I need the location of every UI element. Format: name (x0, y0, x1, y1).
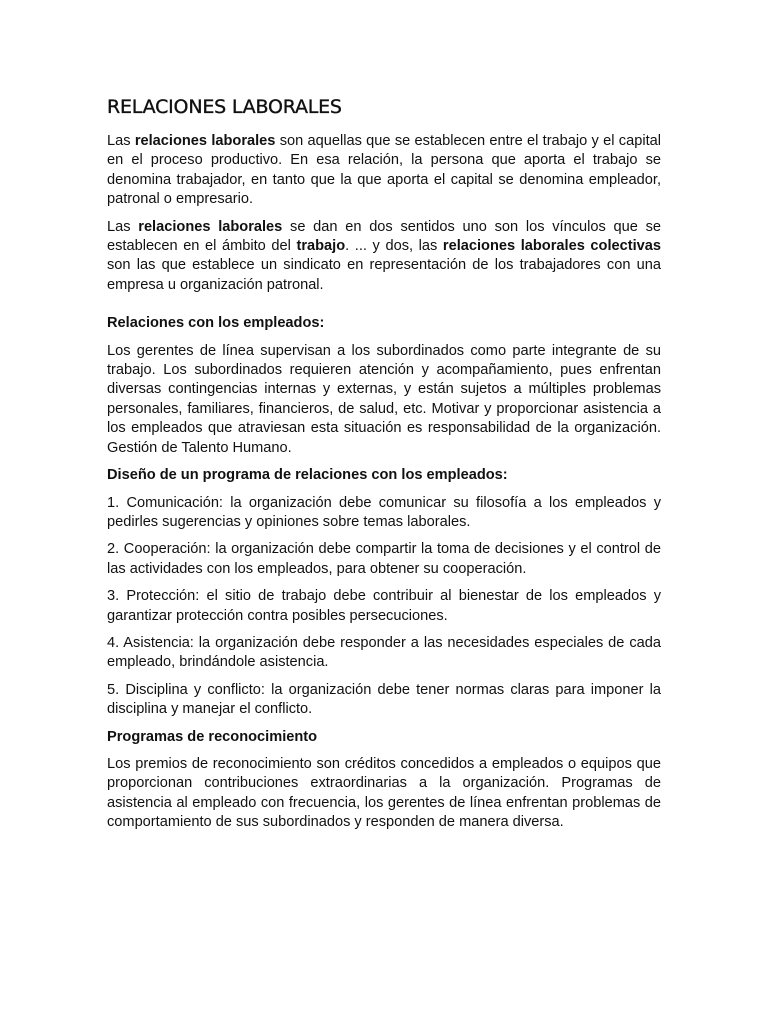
section3-heading: Programas de reconocimiento (107, 728, 318, 745)
list-item-3: 3. Protección: el sitio de trabajo debe contribuir al bienestar de los empleados y garantizar protección contra posibles persecuciones. (107, 588, 661, 624)
list-item-5: 5. Disciplina y conflicto: la organización debe tener normas claras para imponer la disciplina y manejar el conflicto. (107, 681, 661, 718)
intro2-mid-2: . ... y dos, las (345, 238, 438, 255)
list-item-4: 4. Asistencia: la organización debe responder a las necesidades especiales de cada empleado, brindándole asistencia. (107, 634, 661, 671)
intro-paragraph-1 (107, 132, 661, 210)
intro1-pre: Las (107, 133, 131, 149)
intro1-bold: relaciones laborales (134, 133, 276, 149)
intro1-post: son aquellas que se establecen entre el trabajo y el capital en el proceso productivo. En esa relación, la persona que aporta el trabajo se denomina trabajador, en tanto que la que aporta el capital se denomina empleador, patronal o empresario. (107, 133, 661, 208)
section1-heading: Relaciones con los empleados: (107, 315, 325, 332)
intro2-bold-2: trabajo (296, 238, 346, 255)
document-title: RELACIONES LABORALES (107, 96, 342, 118)
section3-body: Los premios de reconocimiento son créditos concedidos a empleados o equipos que proporcionan contribuciones extraordinarias a la organización. Programas de asistencia al empleado con frecuencia, los gerentes de línea enfrentan problemas de comportamiento de sus subordinados y responden de manera diversa. (107, 755, 661, 831)
intro2-mid-1: se dan en dos sentidos uno son los vínculos que se establecen en el ámbito del (107, 218, 661, 255)
intro2-bold-3: relaciones laborales colectivas (442, 238, 661, 255)
list-item-1: 1. Comunicación: la organización debe comunicar su filosofía a los empleados y pedirles sugerencias y opiniones sobre temas laborales. (107, 494, 661, 530)
document-page (107, 94, 661, 841)
section2-heading: Diseño de un programa de relaciones con los empleados: (107, 467, 508, 484)
intro2-bold-1: relaciones laborales (138, 218, 283, 235)
list-item-2: 2. Cooperación: la organización debe compartir la toma de decisiones y el control de las actividades con los empleados, para obtener su cooperación. (107, 541, 661, 577)
intro2-pre: Las (107, 218, 131, 235)
intro-paragraph-2 (107, 218, 661, 296)
section1-body: Los gerentes de línea supervisan a los subordinados como parte integrante de su trabajo. Los subordinados requieren atención y acompañamiento, pues enfrentan diversas contingencias internas y externas, y están sujetos a múltiples problemas personales, familiares, financieros, de salud, etc. Motivar y proporcionar asistencia a los empleados que atraviesan esta situación es responsabilidad de la organización. Gestión de Talento Humano. (107, 342, 661, 456)
intro2-post: son las que establece un sindicato en representación de los trabajadores con una empresa u organización patronal. (107, 257, 661, 293)
